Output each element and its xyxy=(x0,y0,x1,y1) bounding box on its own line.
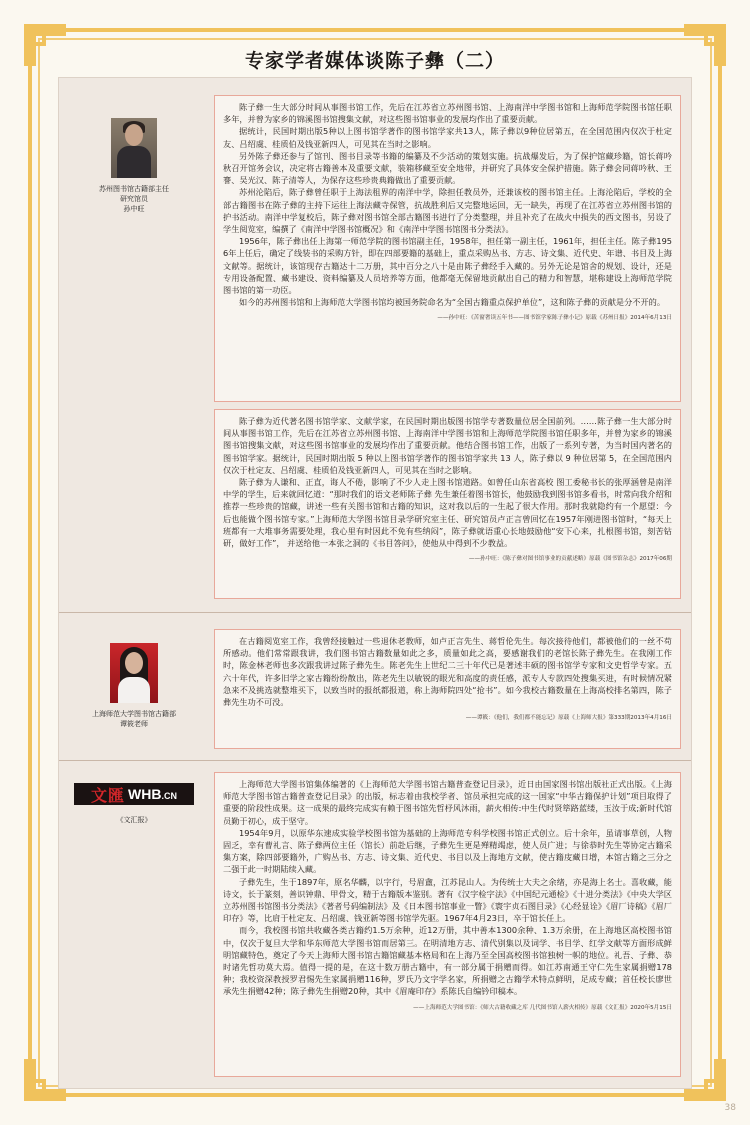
paragraph: 苏州沦陷后，陈子彝曾任职于上海法租界的南洋中学，除担任教员外，还兼该校的图书馆主任。上海沦陷后，学校的全部古籍图书在陈子彝的主持下运往上海法藏寺保管，抗战胜利后又完整地运回，无一缺失，再现了在江苏省立苏州图书馆的护书活动。南洋中学复校后，陈子彝对图书馆全部古籍图书进行了分类整理，并且补充了在战火中损失的西文图书，另设了学生阅览室，编撰了《南洋中学图书馆概况》和《南洋中学图书馆图书分类法》。 xyxy=(223,187,672,235)
page-title: 专家学者媒体谈陈子彝（二） xyxy=(244,50,505,72)
author-block xyxy=(59,118,209,214)
article-box xyxy=(214,409,681,599)
source-citation: ——谭筱：《他们，我们都不能忘记》原载《上海师大报》第333期2013年4月16日 xyxy=(465,715,672,722)
publication-caption: 《文汇报》 xyxy=(116,816,152,824)
source-citation: ——孙中旺：《苦窗奢读五年书——图书馆学家陈子彝小记》原载《苏州日报》2014年6月13日 xyxy=(437,315,672,322)
article-box xyxy=(214,629,681,749)
paragraph: 陈子彝一生大部分时间从事图书馆工作，先后在江苏省立苏州图书馆、上海南洋中学图书馆和上海师范学院图书馆任职多年，并曾为家乡的锦溪图书馆搜集文献，对这些图书馆事业的发展均作出了重要贡献。 xyxy=(223,102,672,125)
author-caption: 苏州图书馆古籍部主任 研究馆员 孙中旺 xyxy=(99,185,169,213)
publication-block xyxy=(59,783,209,825)
author-photo xyxy=(110,643,158,703)
paragraph: 陈子彝为近代著名图书馆学家、文献学家，在民国时期出版图书馆学专著数量位居全国前列。……陈子彝一生大部分时间从事图书馆工作，先后在江苏省立苏州图书馆、上海南洋中学图书馆和上海师范学院图书馆任职多年，并曾为家乡的锦溪图书馆搜集文献，对这些图书馆事业的发展均作出了重要贡献。他结合图书馆工作，出版了一系列专著，为当时国内著名的图书馆学家。据统计，民国时期出版 5 种以上图书馆学著作的图书馆学家共 13 人，陈子彝以 9 种位居第 5，在全国范围内仅次于杜定友、吕绍虞、桂质伯及钱亚新四人，可见其在当时之影响。 xyxy=(223,416,672,475)
paragraph: 1954年9月，以原华东速成实验学校图书馆为基础的上海师范专科学校图书馆正式创立。后十余年，虽请事草创，人物固乏，幸有曹礼言、陈子彝两位主任（馆长）前赴后继，子彝先生更是殚精竭虑，使人员广进；与徐恭时先生等协定古籍采集方案，除四部要籍外，广购丛书、方志、诗文集、近代史、书目以及上海地方文献，使古籍庋藏日增，本馆古籍之三分之二强于此一时期陆续入藏。 xyxy=(223,827,672,875)
content-panel xyxy=(58,77,692,1089)
author-caption: 上海师范大学图书馆古籍部 谭筱老师 xyxy=(92,710,176,728)
section-divider xyxy=(59,612,691,613)
source-citation: ——上海师范大学图书馆：《师大古籍收藏之库 几代图书馆人薪火相传》原载《文汇报》2020年5月15日 xyxy=(413,1004,672,1011)
paragraph: 而今，我校图书馆共收藏各类古籍约1.5万余种，近12万册，其中善本1300余种、1.3万余册，在上海地区高校图书馆中，仅次于复旦大学和华东师范大学图书馆而居第三。在明清地方志、清代别集以及词学、书目学、红学文献等方面形成鲜明馆藏特色，奠定了今天上海师大图书馆古籍馆藏基本格局和在上海乃至全国高校图书馆独树一帜的地位。礼吾、子彝、恭时诸先哲功莫大焉。值得一提的是，在这十数万册古籍中，有一部分属于捐赠而得。如江苏南通王守仁先生家属捐赠178种；我校资深教授罗君惕先生家属捐赠116种，罗氏乃文字学名家，所捐赠之古籍学术特点鲜明，足成专藏；首任校长廖世承先生捐赠42种；陈子彝先生捐赠20种，其中《眉庵印存》系陈氏自编钤印稿本。 xyxy=(223,925,672,997)
section-divider xyxy=(59,760,691,761)
wenhui-logo: 文匯 WHB.CN xyxy=(74,783,194,805)
paragraph: 子彝先生，生于1897年，原名华麟，以字行，号眉盦，江苏昆山人。为传统士大夫之余绪，亦是海上名士。喜收藏，能诗文，长于篆刻，善识钟鼎、甲骨文，精于古籍版本鉴别。著有《汉字检字法》《中国纪元通检》《十进分类法》《中央大学区立苏州图书馆图书分类法》《著者号码编制法》及《日本图书馆事业一瞥》《寰宇贞石图目录》《心经显诠》《眉厂诗稿》《眉厂印存》等，比肩于杜定友、吕绍虞、钱亚新等图书馆学先驱。1967年4月23日，卒于馆长任上。 xyxy=(223,876,672,924)
paragraph: 上海师范大学图书馆集体编著的《上海师范大学图书馆古籍普查登记目录》，近日由国家图书馆出版社正式出版。《上海师范大学图书馆古籍普查登记目录》的出版，标志着由我校学者、馆员承担完成的这一国家“中华古籍保护计划”项目取得了重要的阶段性成果。这一成果的最终完成实有赖于图书馆先哲杼风沐雨，薪火相传:中生代时贤筚路蓝缕，玉汝于成;新时代馆员勤于初心，成于坚守。 xyxy=(223,779,672,826)
source-citation: ——孙中旺：《陈子彝对图书馆事业的贡献述略》原载《图书馆杂志》2017年06期 xyxy=(468,556,672,563)
paragraph: 如今的苏州图书馆和上海师范大学图书馆均被国务院命名为“全国古籍重点保护单位”，这和陈子彝的贡献是分不开的。 xyxy=(239,297,666,308)
paragraph: 另外陈子彝还参与了馆刊、图书目录等书籍的编纂及不少活动的策划实施。抗战爆发后，为了保护馆藏珍籍，馆长蒋吟秋召开馆务会议，决定将古籍善本及重要文献，装箱移藏至安全地带，并研究了具体安全保护措施。陈子彝会同蒋吟秋、王謇、吴光汉、陈子清等人，为保存这些珍贵典籍做出了重要贡献。 xyxy=(223,150,672,186)
article-box xyxy=(214,772,681,1077)
author-block xyxy=(59,643,209,729)
author-photo xyxy=(111,118,157,178)
paragraph: 1956年，陈子彝出任上海第一师范学院的图书馆副主任，1958年，担任第一副主任，1961年，担任主任。陈子彝1956年上任后，确定了线装书的采购方针，即在四部要籍的基础上，重点采购丛书、方志、诗文集、近代史、年谱、书目及上海文献等。据统计，该馆现存古籍达十二万册，其中百分之八十是由陈子彝经手入藏的。另外无论是馆舍的规划、设计，还是专用设备配置、藏书建设、资料编纂及人员培养等方面，他都毫无保留地贡献出自己的精力和智慧，堪称建设上海师范学院图书馆的第一功臣。 xyxy=(223,236,672,296)
page-number: 38 xyxy=(724,1103,736,1113)
paragraph: 陈子彝为人谦和、正直，诲人不倦，影响了不少人走上图书馆道路。如曾任山东省高校 图工委秘书长的张厚涵曾是南洋中学的学生，后来就回忆道：“那时我们的语文老师陈子彝 先生兼任着图书馆长，他鼓励我到图书馆多看书，时常向我介绍和推荐一些珍贵的馆藏，讲述一些有关图书馆和古籍的知识，这对我以后的一生起了很大作用。那时我就隐约有一个愿望：今后也能做个图书馆专家。”上海师范大学图书馆目录学研究室主任、研究馆员卢正言曾回忆在1957年刚进图书馆时，“每天上班都有一大堆事务需要处理，我心里有时因此不免有些纳闷”，陈子彝就语重心长地鼓励他“安下心来，扎根图书馆，刻苦钻研，做好工作”， 并送给他一本张之洞的《书目答问》，使他从中得到不少教益。 xyxy=(223,477,672,549)
paragraph: 据统计，民国时期出版5种以上图书馆学著作的图书馆学家共13人，陈子彝以9种位居第五，在全国范围内仅次于杜定友、吕绍虞、桂质伯及钱亚新四人，可见其在当时之影响。 xyxy=(223,126,672,149)
article-box xyxy=(214,95,681,402)
paragraph: 在古籍阅览室工作，我曾经接触过一些退休老教师，如卢正言先生、蒋哲伦先生。每次接待他们，都被他们的一丝不苟所感动。他们常常跟我讲，我们图书馆古籍数量如此之多，质量如此之高，要感谢我们的老馆长陈子彝先生。在我刚工作时，陈金林老师也多次跟我讲过陈子彝先生。陈老先生上世纪二三十年代已是著述丰硕的图书馆学专家和文史哲学专家。五六十年代，许多旧学之家古籍纷纷散出，陈老先生以敏锐的眼光和高度的责任感，派专人专款四处搜集买进，有时候情况紧急来不及挑选就整堆买下，以致当时的报纸都报道，称上海师院四处“抢书”。如今我校古籍数量在上海高校排名第四，陈子彝先生功不可没。 xyxy=(223,636,672,708)
